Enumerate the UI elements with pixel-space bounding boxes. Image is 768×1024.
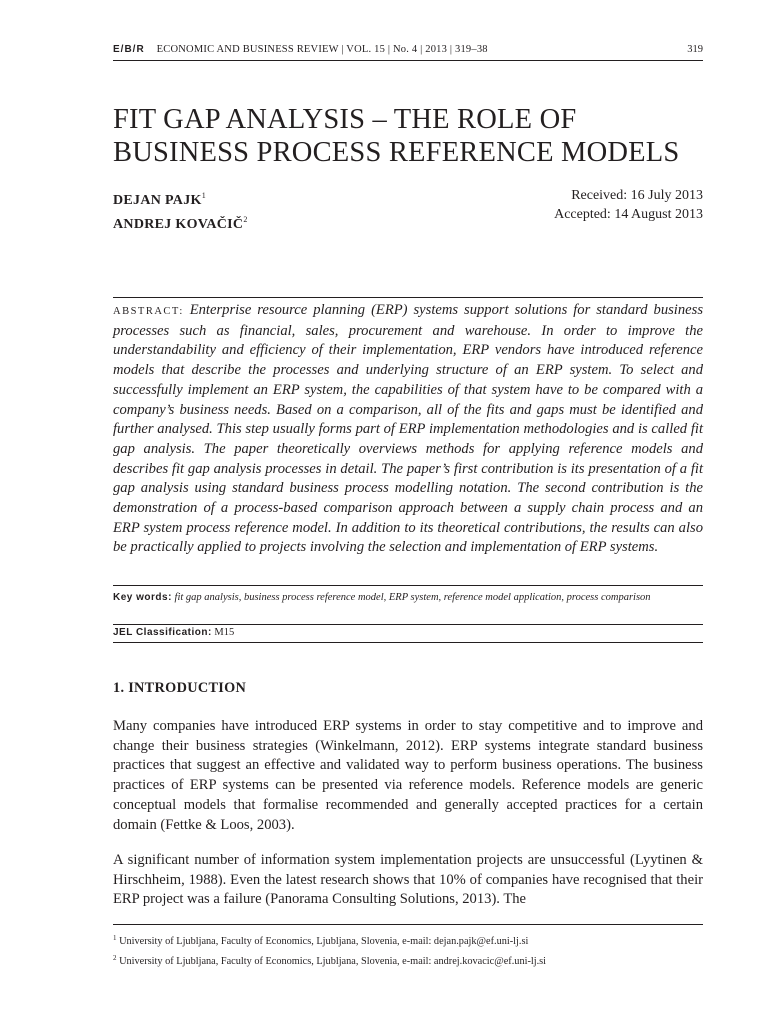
- article-title: [113, 103, 713, 169]
- footnote-mark: 1: [201, 191, 206, 200]
- journal-logo: E/B/R: [113, 44, 145, 55]
- section-heading: 1. INTRODUCTION: [113, 680, 247, 696]
- footnote-text: University of Ljubljana, Faculty of Economics, Ljubljana, Slovenia, e-mail: dejan.pajk@ef.uni-lj.si: [119, 936, 529, 947]
- author-2: [113, 210, 248, 234]
- footnote-2: [113, 950, 703, 970]
- footnote-mark: 2: [243, 215, 248, 224]
- author-list: [113, 186, 248, 234]
- intro-paragraph-2: A significant number of information system implementation projects are unsuccessful (Lyytinen & Hirschheim, 1988). Even the latest research shows that 10% of companies have recognised that their ERP project was a failure (Panorama Consulting Solutions, 2013). The: [113, 852, 703, 908]
- title-line-1: FIT GAP ANALYSIS – THE ROLE OF: [113, 104, 577, 135]
- abstract: [113, 297, 703, 558]
- running-header: [113, 44, 703, 61]
- keywords: [113, 585, 703, 606]
- author-name: DEJAN PAJK: [113, 193, 202, 208]
- footnote-mark: 2: [113, 954, 117, 962]
- jel-code: M15: [214, 627, 235, 638]
- accepted-date: Accepted: 14 August 2013: [554, 207, 703, 222]
- author-name: ANDREJ KOVAČIČ: [113, 217, 244, 232]
- submission-dates: [554, 186, 703, 224]
- received-date: Received: 16 July 2013: [571, 188, 703, 203]
- abstract-label: ABSTRACT:: [113, 306, 184, 317]
- jel-label: JEL Classification:: [113, 627, 212, 638]
- footnote-1: [113, 930, 703, 950]
- jel-classification: [113, 624, 703, 643]
- footnotes: [113, 924, 703, 970]
- footnote-mark: 1: [113, 934, 117, 942]
- title-line-2: BUSINESS PROCESS REFERENCE MODELS: [113, 137, 680, 168]
- journal-citation: ECONOMIC AND BUSINESS REVIEW | VOL. 15 | No. 4 | 2013 | 319–38: [156, 44, 488, 55]
- page-number: 319: [687, 44, 703, 55]
- keywords-text: fit gap analysis, business process reference model, ERP system, reference model application, process comparison: [174, 592, 651, 603]
- abstract-text: Enterprise resource planning (ERP) systems support solutions for standard business processes such as financial, sales, procurement and warehouse. In order to improve the understandability and efficiency of their implementation, ERP vendors have introduced reference models that describe the processes and underlying structure of an ERP system. To select and successfully implement an ERP system, the capabilities of that system have to be compared with a company’s business needs. Based on a comparison, all of the fits and gaps must be identified and further analysed. This step usually forms part of ERP implementation methodologies and is called fit gap analysis. The paper theoretically overviews methods for applying reference models and describes fit gap analysis processes in detail. The paper’s first contribution is its presentation of a fit gap analysis using standard business process modelling notation. The second contribution is the demonstration of a process-based comparison approach between a supply chain process and an ERP system process reference model. In addition to its theoretical contributions, the results can also be practically applied to projects involving the selection and implementation of ERP systems.: [113, 302, 703, 556]
- author-1: [113, 186, 248, 210]
- intro-paragraph-1: Many companies have introduced ERP systems in order to stay competitive and to improve and change their business strategies (Winkelmann, 2012). ERP systems integrate standard business practices that suggest an effective and validated way to perform business operations. The business practices of ERP systems can be presented via reference models. Reference models are generic conceptual models that formalise recommended and generally accepted practices for a certain domain (Fettke & Loos, 2003).: [113, 718, 703, 833]
- footnote-text: University of Ljubljana, Faculty of Economics, Ljubljana, Slovenia, e-mail: andrej.kovacic@ef.uni-lj.si: [119, 956, 547, 967]
- keywords-label: Key words:: [113, 592, 172, 603]
